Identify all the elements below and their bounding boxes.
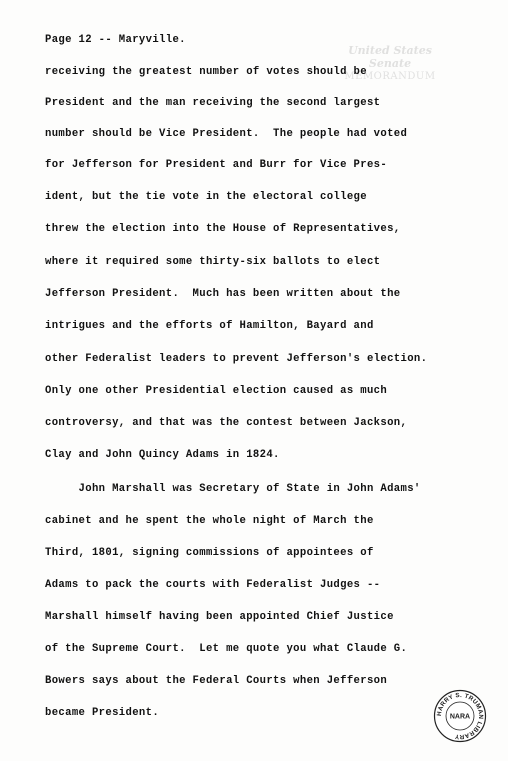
text-line: threw the election into the House of Representatives, <box>45 223 401 235</box>
text-line: receiving the greatest number of votes should be <box>45 66 367 78</box>
text-line: intrigues and the efforts of Hamilton, Bayard and <box>45 320 374 332</box>
text-line: Adams to pack the courts with Federalist Judges -- <box>45 579 381 591</box>
nara-library-stamp <box>433 689 487 743</box>
text-line: number should be Vice President. The people had voted <box>45 128 408 140</box>
text-line: Jefferson President. Much has been written about the <box>45 288 401 300</box>
text-line: other Federalist leaders to prevent Jefferson's election. <box>45 353 428 365</box>
stamp-ring-text: HARRY S. TRUMAN LIBRARY <box>435 691 485 741</box>
text-line: John Marshall was Secretary of State in John Adams' <box>45 483 421 495</box>
letterhead-line-2: MEMORANDUM <box>344 71 436 82</box>
text-line: controversy, and that was the contest between Jackson, <box>45 417 408 429</box>
text-line: Only one other Presidential election caused as much <box>45 385 388 397</box>
text-line: ident, but the tie vote in the electoral college <box>45 191 367 203</box>
text-line: of the Supreme Court. Let me quote you what Claude G. <box>45 643 408 655</box>
text-line: President and the man receiving the second largest <box>45 97 381 109</box>
text-line: cabinet and he spent the whole night of March the <box>45 515 374 527</box>
text-line: Clay and John Quincy Adams in 1824. <box>45 449 280 461</box>
text-line: for Jefferson for President and Burr for Vice Pres- <box>45 159 388 171</box>
text-line: where it required some thirty-six ballots to elect <box>45 256 381 268</box>
text-line: became President. <box>45 707 160 719</box>
page-header: Page 12 -- Maryville. <box>45 34 186 46</box>
text-line: Bowers says about the Federal Courts when Jefferson <box>45 675 388 687</box>
stamp-center-text: NARA <box>449 713 471 721</box>
letterhead-line-1: United States Senate <box>348 44 432 70</box>
text-line: Third, 1801, signing commissions of appointees of <box>45 547 374 559</box>
text-line: Marshall himself having been appointed Chief Justice <box>45 611 394 623</box>
